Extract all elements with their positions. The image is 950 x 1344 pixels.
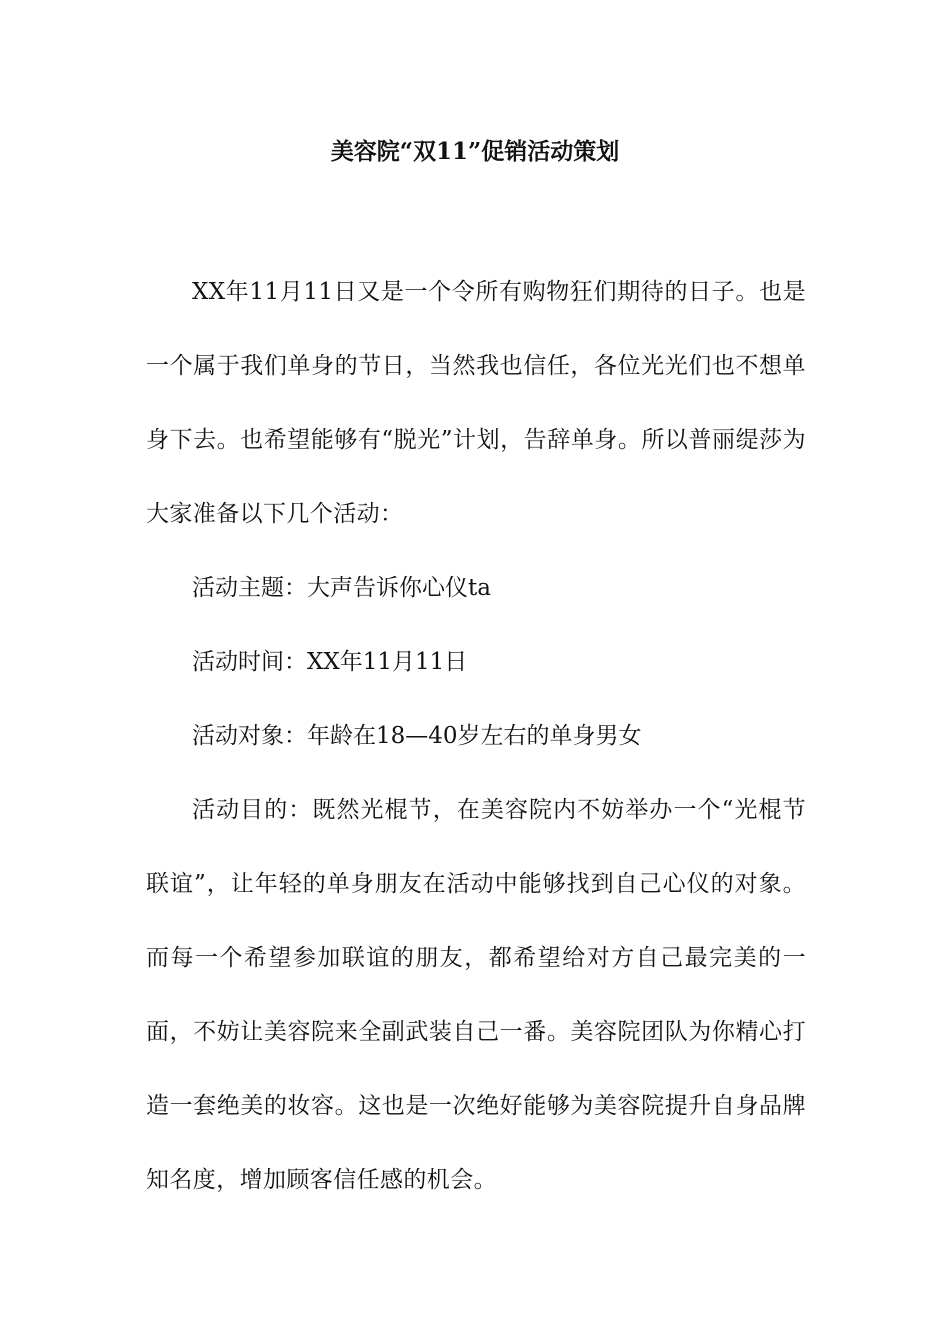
activity-purpose: 活动目的：既然光棍节，在美容院内不妨举办一个“光棍节联谊”，让年轻的单身朋友在活动中能够找到自己心仪的对象。而每一个希望参加联谊的朋友，都希望给对方自己最完美的一面，不妨让美容院来全副武装自己一番。美容院团队为你精心打造一套绝美的妆容。这也是一次绝好能够为美容院提升自身品牌知名度，增加顾客信任感的机会。 <box>146 797 806 1193</box>
activity-target: 活动对象：年龄在18—40岁左右的单身男女 <box>192 723 642 749</box>
intro-paragraph: XX年11月11日又是一个令所有购物狂们期待的日子。也是一个属于我们单身的节日，当然我也信任，各位光光们也不想单身下去。也希望能够有“脱光”计划，告辞单身。所以普丽缇莎为大家准备以下几个活动： <box>146 279 806 527</box>
activity-theme: 活动主题：大声告诉你心仪ta <box>192 575 491 601</box>
document-title: 美容院“双11”促销活动策划 <box>330 138 620 165</box>
activity-time: 活动时间：XX年11月11日 <box>192 649 468 675</box>
document-body <box>146 255 806 1217</box>
